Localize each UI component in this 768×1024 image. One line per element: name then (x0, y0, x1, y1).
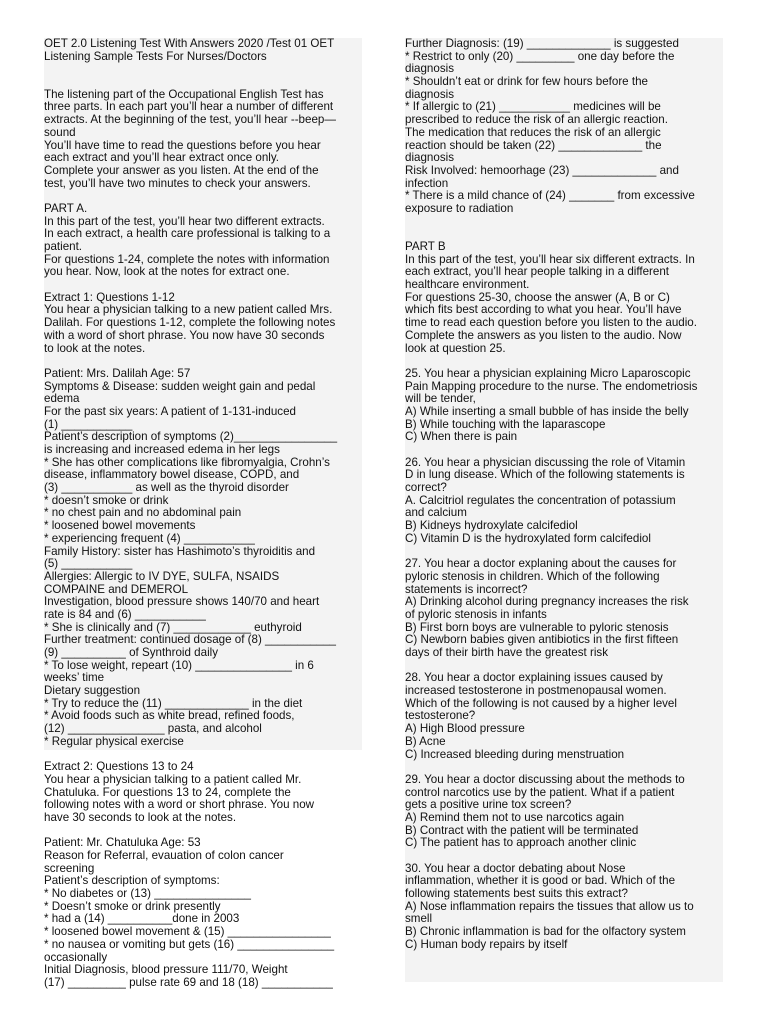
blank-line (405, 355, 723, 368)
text-line: healthcare environment. (405, 278, 530, 292)
text-line: Listening Sample Tests For Nurses/Doctors (44, 49, 267, 63)
text-line: C) Human body repairs by itself (405, 937, 568, 951)
text-line: test, you’ll have two minutes to check your answers. (44, 176, 311, 190)
text-line: sound (44, 125, 76, 139)
text-line: (3) ___________ as well as the thyroid disorder (44, 481, 289, 495)
text-line: is increasing and increased edema in her legs (44, 443, 280, 456)
text-line: screening (44, 861, 95, 875)
text-line: Family History: sister has Hashimoto’s thyroiditis and (44, 544, 316, 558)
text-line: B) Acne (405, 734, 446, 748)
text-line: COMPAINE and DEMEROL (44, 582, 189, 596)
text-line: following statements best suits this extract? (405, 887, 628, 901)
blank-line (405, 228, 723, 241)
text-line: each extract, you’ll hear people talking in a different (405, 265, 670, 279)
text-line: * Shouldn’t eat or drink for few hours before the (405, 75, 648, 89)
text-line: look at question 25. (405, 341, 506, 355)
blank-line (405, 444, 723, 457)
text-line: occasionally (44, 950, 108, 964)
blank-line (44, 63, 362, 76)
text-line: rate is 84 and (6) ___________ (44, 607, 206, 621)
text-line: diagnosis (405, 87, 454, 101)
text-line: exposure to radiation (405, 201, 514, 215)
text-line: A) High Blood pressure (405, 722, 525, 736)
text-line: * experiencing frequent (4) ___________ (44, 531, 255, 545)
text-line: C) When there is pain (405, 430, 518, 444)
text-line: to look at the notes. (44, 341, 146, 355)
text-line: * She has other complications like fibromyalgia, Crohn’s (44, 455, 330, 469)
text-line: diagnosis (405, 62, 454, 76)
text-line: patient. (44, 240, 83, 253)
text-line: 26. You hear a physician discussing the role of Vitamin (405, 455, 686, 469)
text-line: A. Calcitriol regulates the concentration of potassium (405, 493, 676, 507)
text-line: C) Vitamin D is the hydroxylated form calcifediol (405, 531, 651, 545)
text-line: * Restrict to only (20) _________ one day before the (405, 49, 675, 63)
text-line: For the past six years: A patient of 1-131-induced (44, 404, 296, 418)
text-line: 30. You hear a doctor debating about Nose (405, 861, 626, 875)
text-line: * Avoid foods such as white bread, refined foods, (44, 709, 295, 723)
text-line: PART B (405, 240, 446, 253)
text-line: B) Chronic inflammation is bad for the olfactory system (405, 925, 686, 939)
blank-line (44, 76, 362, 89)
text-line: Extract 2: Questions 13 to 24 (44, 760, 194, 774)
text-line: C) Newborn babies given antibiotics in the first fifteen (405, 633, 679, 647)
text-line: * Try to reduce the (11) _____________ in the diet (44, 696, 303, 710)
blank-line (405, 761, 723, 774)
text-line: Further treatment: continued dosage of (8) ___________ (44, 633, 336, 647)
text-line: You hear a physician talking to a patient called Mr. (44, 772, 302, 786)
text-line: prescribed to reduce the risk of an allergic reaction. (405, 113, 668, 127)
text-line: * no nausea or vomiting but gets (16) _______________ (44, 937, 335, 951)
text-line: Dalilah. For questions 1-12, complete the following notes (44, 316, 336, 330)
text-line: * If allergic to (21) ___________ medicines will be (405, 100, 661, 114)
text-line: Symptoms & Disease: sudden weight gain and pedal (44, 379, 316, 393)
text-line: * no chest pain and no abdominal pain (44, 506, 242, 520)
text-line: testosterone? (405, 709, 476, 723)
text-line: each extract and you’ll hear extract once only. (44, 151, 280, 165)
blank-line (405, 216, 723, 229)
text-line: of pyloric stenosis in infants (405, 607, 547, 621)
text-line: * had a (14) __________done in 2003 (44, 912, 240, 926)
text-line: C) The patient has to approach another clinic (405, 836, 637, 850)
text-line: * doesn’t smoke or drink (44, 493, 169, 507)
right-column (405, 38, 723, 982)
text-line: Risk Involved: hemoorhage (23) _____________ and (405, 163, 679, 177)
text-line: Patient’s description of symptoms (2)________________ (44, 430, 338, 444)
text-line: * To lose weight, repeart (10) _______________ in 6 (44, 658, 314, 672)
text-line: Patient: Mrs. Dalilah Age: 57 (44, 366, 191, 380)
text-line: increased testosterone in postmenopausal women. (405, 684, 667, 698)
text-line: Extract 1: Questions 1-12 (44, 290, 175, 304)
text-line: * Regular physical exercise (44, 734, 184, 748)
text-line: (1) ___________ (44, 417, 133, 431)
blank-line (44, 190, 362, 203)
text-line: PART A. (44, 201, 88, 215)
text-line: you hear. Now, look at the notes for extract one. (44, 265, 290, 279)
text-line: * There is a mild chance of (24) _______ from excessive (405, 189, 695, 203)
text-line: The medication that reduces the risk of an allergic (405, 125, 661, 139)
left-column (44, 37, 362, 989)
text-line: control narcotics use by the patient. What if a patient (405, 785, 675, 799)
text-line: 29. You hear a doctor discussing about the methods to (405, 772, 685, 786)
text-line: and calcium (405, 506, 467, 520)
text-line: For questions 1-24, complete the notes with information (44, 252, 330, 266)
blank-line (44, 355, 362, 368)
text-line: OET 2.0 Listening Test With Answers 2020 /Test 01 OET (44, 37, 335, 50)
text-line: A) While inserting a small bubble of has inside the belly (405, 404, 689, 418)
text-line: Patient’s description of symptoms: (44, 874, 220, 888)
text-line: You’ll have time to read the questions before you hear (44, 138, 321, 152)
text-line: Which of the following is not caused by a higher level (405, 696, 677, 710)
text-line: inflammation, whether it is good or bad. Which of the (405, 874, 676, 888)
text-line: A) Remind them not to use narcotics again (405, 810, 625, 824)
text-line: * No diabetes or (13) _______________ (44, 887, 251, 901)
text-line: B) While touching with the laparascope (405, 417, 606, 431)
text-line: correct? (405, 481, 447, 495)
text-line: (12) _______________ pasta, and alcohol (44, 722, 262, 736)
text-line: three parts. In each part you’ll hear a number of different (44, 100, 334, 114)
text-line: (5) ___________ (44, 557, 133, 571)
text-line: The listening part of the Occupational English Test has (44, 87, 324, 101)
text-line: * She is clinically and (7) ____________ euthyroid (44, 620, 302, 634)
text-line: statements is incorrect? (405, 582, 528, 596)
text-line: pyloric stenosis in children. Which of the following (405, 569, 660, 583)
text-line: Reason for Referral, evauation of colon cancer (44, 849, 284, 862)
text-line: In this part of the test, you’ll hear two different extracts. (44, 214, 325, 228)
text-line: Investigation, blood pressure shows 140/70 and heart (44, 595, 320, 609)
text-line: smell (405, 912, 433, 926)
text-line: A) Nose inflammation repairs the tissues that allow us to (405, 899, 694, 913)
text-line: Chatuluka. For questions 13 to 24, complete the (44, 785, 291, 799)
text-line: For questions 25-30, choose the answer (A, B or C) (405, 290, 670, 304)
text-line: A) Drinking alcohol during pregnancy increases the risk (405, 595, 689, 609)
text-line: You hear a physician talking to a new patient called Mrs. (44, 303, 333, 317)
text-line: Complete your answer as you listen. At the end of the (44, 163, 319, 177)
text-line: diagnosis (405, 151, 454, 165)
text-line: B) Kidneys hydroxylate calcifediol (405, 519, 578, 533)
text-line: disease, inflammatory bowel disease, COPD, and (44, 468, 300, 482)
text-line: gets a positive urine tox screen? (405, 798, 572, 812)
text-line: 28. You hear a doctor explaining issues caused by (405, 671, 663, 685)
text-line: Dietary suggestion (44, 684, 141, 698)
text-line: which fits best according to what you hear. You’ll have (405, 303, 682, 317)
text-line: Patient: Mr. Chatuluka Age: 53 (44, 836, 201, 850)
blank-line (405, 850, 723, 863)
text-line: 27. You hear a doctor explaning about the causes for (405, 557, 677, 571)
text-line: In each extract, a health care professional is talking to a (44, 227, 331, 241)
text-line: D in lung disease. Which of the following statements is (405, 468, 685, 482)
text-line: weeks’ time (44, 671, 105, 685)
text-line: 25. You hear a physician explaining Micro Laparoscopic (405, 366, 691, 380)
blank-line (44, 279, 362, 292)
text-line: reaction should be taken (22) _____________ the (405, 138, 662, 152)
text-line: have 30 seconds to look at the notes. (44, 810, 237, 824)
text-line: infection (405, 176, 449, 190)
text-line: with a word of short phrase. You now have 30 seconds (44, 328, 325, 342)
text-line: * Doesn’t smoke or drink presently (44, 899, 221, 913)
text-line: will be tender, (405, 392, 476, 406)
text-line: (17) _________ pulse rate 69 and 18 (18) ___________ (44, 975, 333, 989)
text-line: C) Increased bleeding during menstruation (405, 747, 625, 761)
text-line: extracts. At the beginning of the test, you’ll hear --beep— (44, 113, 336, 127)
text-line: (9) __________ of Synthroid daily (44, 646, 219, 659)
text-line: Complete the answers as you listen to the audio. Now (405, 328, 682, 342)
text-line: * loosened bowel movement & (15) ________________ (44, 925, 331, 939)
text-line: In this part of the test, you’ll hear six different extracts. In (405, 252, 695, 266)
text-line: B) First born boys are vulnerable to pyloric stenosis (405, 620, 669, 634)
text-line: B) Contract with the patient will be terminated (405, 823, 639, 837)
text-line: time to read each question before you listen to the audio. (405, 316, 697, 330)
text-line: Pain Mapping procedure to the nurse. The endometriosis (405, 379, 698, 393)
text-line: Initial Diagnosis, blood pressure 111/70, Weight (44, 963, 288, 977)
text-line: edema (44, 392, 80, 406)
text-line: * loosened bowel movements (44, 519, 196, 533)
text-line: Further Diagnosis: (19) _____________ is suggested (405, 37, 679, 50)
text-line: days of their birth have the greatest risk (405, 646, 608, 659)
text-line: Allergies: Allergic to IV DYE, SULFA, NSAIDS (44, 569, 280, 583)
text-line: following notes with a word or short phrase. You now (44, 798, 315, 812)
